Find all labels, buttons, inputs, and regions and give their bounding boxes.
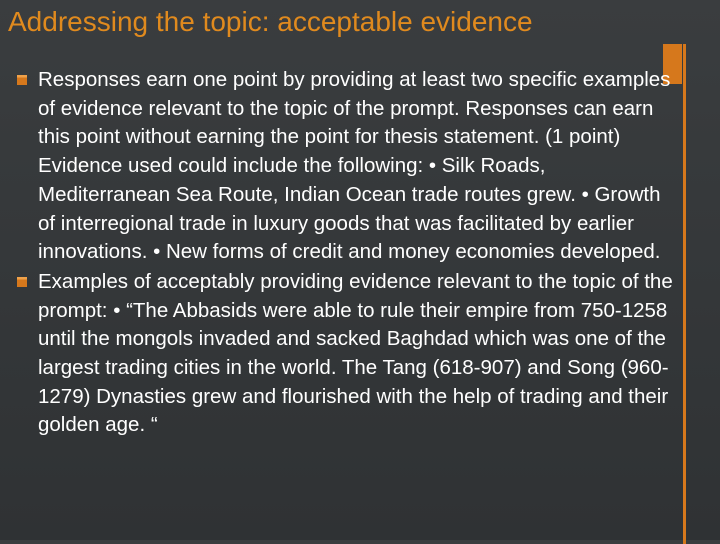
bullet-item [16, 268, 674, 440]
accent-line [683, 44, 686, 544]
bullet-list [16, 66, 674, 440]
slide-title: Addressing the topic: acceptable evidence [8, 6, 533, 37]
bullet-item [16, 66, 674, 267]
square-bullet-icon [16, 276, 28, 288]
bullet-text: Examples of acceptably providing evidence relevant to the topic of the prompt: • “The Abbasids were able to rule their empire from 750-1258 until the mongols invaded and sacked Baghdad which was one of the largest trading cities in the world. The Tang (618-907) and Song (960- 1279) Dynasties grew and flourished with the help of trading and their golden age. “ [38, 269, 673, 437]
bullet-text: Responses earn one point by providing at least two specific examples of evidence relevant to the topic of the prompt. Responses can earn this point without earning the point for thesis statement. (1 point) Evidence used could include the following: • Silk Roads, Mediterranean Sea Route, Indian Ocean trade routes grew. • Growth of interregional trade in luxury goods that was facilitated by earlier innovations. • New forms of credit and money economies developed. [38, 68, 671, 264]
square-bullet-icon [16, 74, 28, 86]
